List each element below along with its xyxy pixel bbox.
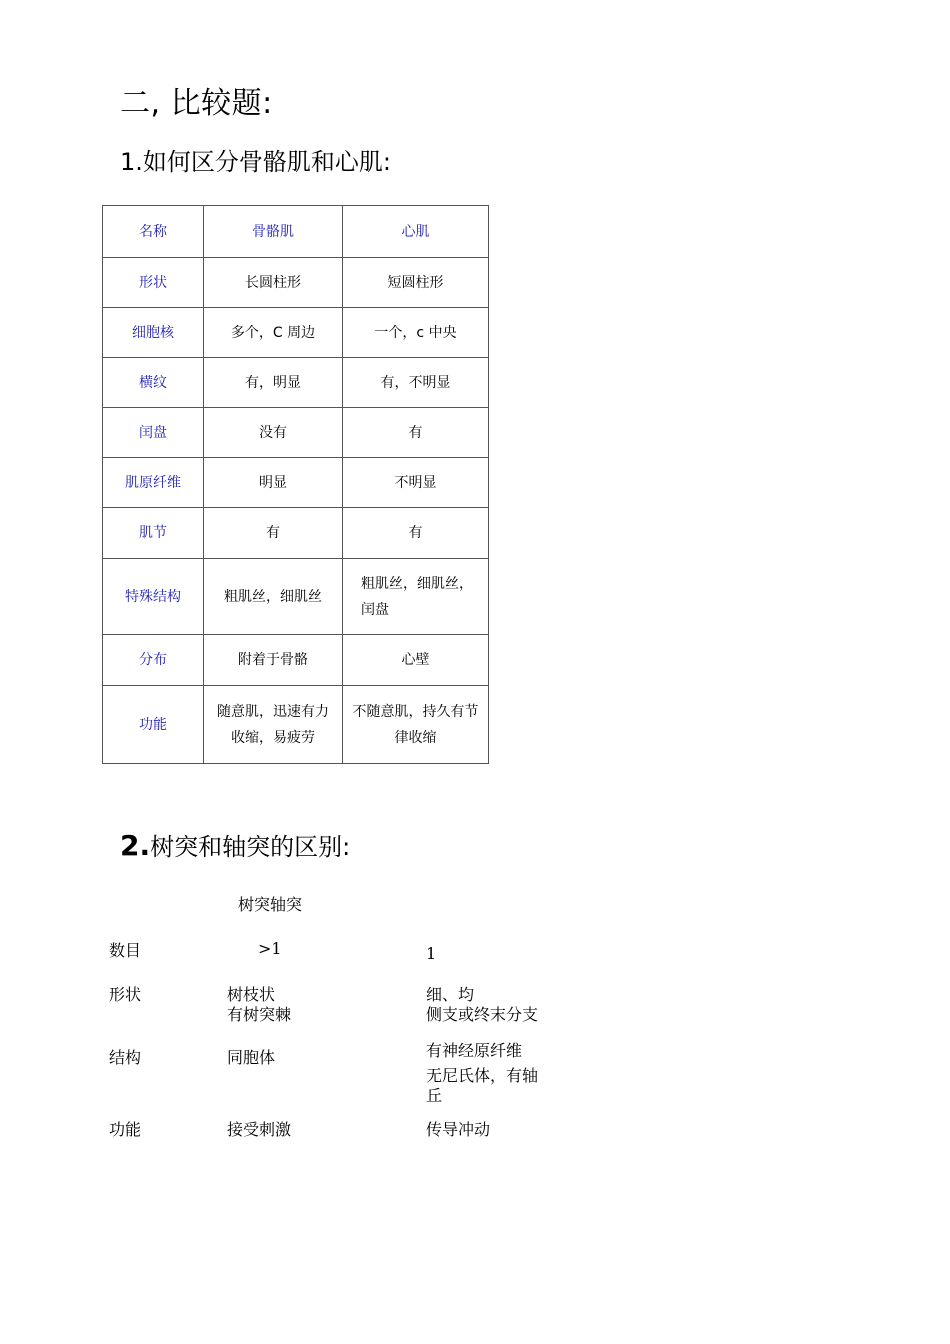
row-label: 特殊结构 [103,559,204,635]
table-header-row [103,206,489,258]
cell-line: 律收缩 [394,729,437,746]
row-label: 分布 [103,635,204,686]
cell-line: 收缩，易疲劳 [231,729,315,746]
dendrite-value: 同胞体 [227,1048,276,1067]
table-row [103,358,489,408]
dendrite-value: 接受刺激 [227,1120,292,1139]
table-row [103,308,489,358]
header-cell: 名称 [103,206,204,258]
value-line: 侧支或终末分支 [426,1005,539,1024]
skeletal-cell: 明显 [204,458,343,508]
skeletal-cell: 有 [204,508,343,559]
row-label: 肌节 [103,508,204,559]
cardiac-cell [343,686,489,764]
cell-line: 不随意肌，持久有节 [352,703,479,720]
header-cell: 骨骼肌 [204,206,343,258]
value-line: 有树突棘 [227,1005,292,1024]
axon-value: 1 [426,944,437,963]
dendrite-value [227,985,291,1025]
cardiac-cell: 有 [343,508,489,559]
cell-line: 随意肌，迅速有力 [217,703,329,720]
cardiac-cell [343,559,489,635]
cardiac-cell: 有 [343,408,489,458]
table-row [103,686,489,764]
table-row [103,408,489,458]
table-row [103,635,489,686]
skeletal-cell [204,686,343,764]
comparison-header: 树突轴突 [238,895,303,914]
section-title: 二, 比较题: [120,86,273,121]
axon-value: 传导冲动 [426,1120,491,1139]
table-row [103,559,489,635]
row-label: 功能 [109,1120,142,1139]
table-row [103,458,489,508]
skeletal-cell: 长圆柱形 [204,258,343,308]
question-number: 2. [120,829,151,862]
row-label: 细胞核 [103,308,204,358]
skeletal-cell: 附着于骨骼 [204,635,343,686]
value-line: 树枝状 [227,985,276,1004]
row-label: 闰盘 [103,408,204,458]
question-1-title: 1.如何区分骨骼肌和心肌: [120,148,391,176]
cardiac-cell: 短圆柱形 [343,258,489,308]
value-line: 丘 [426,1086,443,1105]
axon-value [426,985,538,1025]
muscle-comparison-table [102,205,489,764]
value-line: 细、均 [426,985,475,1004]
table-row [103,508,489,559]
cell-line: 闰盘 [361,601,389,618]
cardiac-cell: 一个，c 中央 [343,308,489,358]
question-text: 树突和轴突的区别: [150,833,351,861]
value-line: 有神经原纤维 [426,1041,523,1060]
question-2-title [120,828,350,865]
row-label: 形状 [109,985,142,1004]
cardiac-cell: 有，不明显 [343,358,489,408]
row-label: 横纹 [103,358,204,408]
cardiac-cell: 不明显 [343,458,489,508]
skeletal-cell: 多个，C 周边 [204,308,343,358]
cell-line: 粗肌丝，细肌丝， [361,575,473,592]
row-label: 数目 [109,941,142,960]
row-label: 功能 [103,686,204,764]
header-cell: 心肌 [343,206,489,258]
table-row [103,258,489,308]
dendrite-value: >1 [258,939,282,958]
cardiac-cell: 心壁 [343,635,489,686]
row-label: 结构 [109,1048,142,1067]
skeletal-cell: 没有 [204,408,343,458]
axon-value [426,1041,538,1106]
row-label: 肌原纤维 [103,458,204,508]
skeletal-cell: 粗肌丝，细肌丝 [204,559,343,635]
row-label: 形状 [103,258,204,308]
skeletal-cell: 有，明显 [204,358,343,408]
value-line: 无尼氏体，有轴 [426,1066,539,1085]
